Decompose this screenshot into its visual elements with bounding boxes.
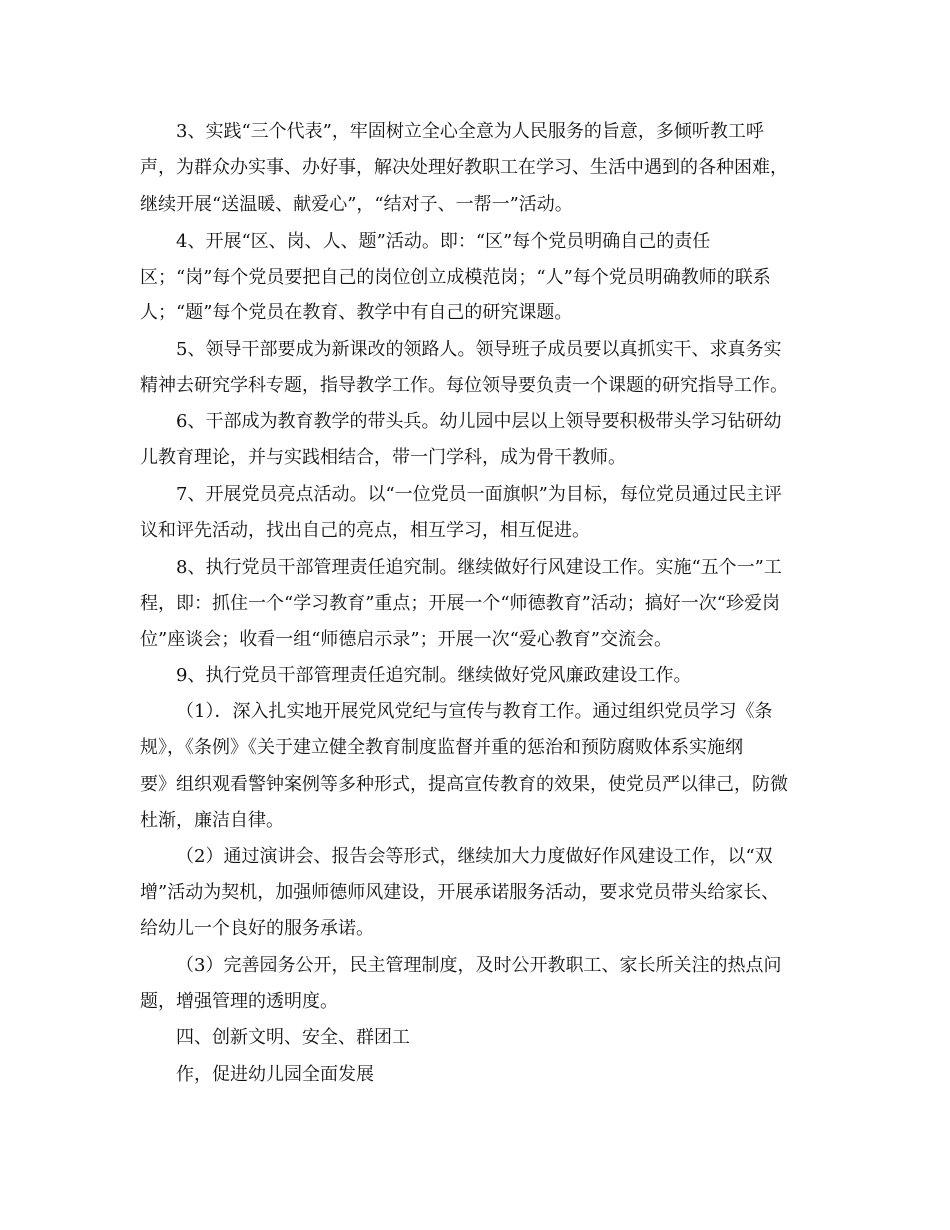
text-line: 程，即：抓住一个“学习教育”重点；开展一个“师德教育”活动；搞好一次“珍爱岗 bbox=[140, 593, 781, 614]
text-line: 5、领导干部要成为新课改的领路人。领导班子成员要以真抓实干、求真务实 bbox=[176, 339, 782, 360]
text-line: 题，增强管理的透明度。 bbox=[140, 991, 338, 1012]
section-heading: 四、创新文明、安全、群团工 bbox=[176, 1027, 410, 1048]
text-line: （3）完善园务公开，民主管理制度，及时公开教职工、家长所关注的热点问 bbox=[176, 955, 782, 976]
text-line: 规》，《条例》《关于建立健全教育制度监督并重的惩治和预防腐败体系实施纲 bbox=[140, 737, 743, 758]
text-line: 6、干部成为教育教学的带头兵。幼儿园中层以上领导要积极带头学习钻研幼 bbox=[176, 411, 782, 432]
text-line: 3、实践“三个代表”，牢固树立全心全意为人民服务的旨意，多倾听教工呼 bbox=[176, 121, 764, 142]
text-line: 议和评先活动，找出自己的亮点，相互学习，相互促进。 bbox=[140, 520, 590, 541]
text-line: 4、开展“区、岗、人、题”活动。即：“区”每个党员明确自己的责任 bbox=[176, 231, 711, 252]
text-line: 继续开展“送温暖、献爱心”，“结对子、一帮一”活动。 bbox=[140, 194, 573, 215]
text-line: 人；“题”每个党员在教育、教学中有自己的研究课题。 bbox=[140, 302, 573, 323]
text-line: 8、执行党员干部管理责任追究制。继续做好行风建设工作。实施“五个一”工 bbox=[176, 557, 782, 578]
section-heading: 作，促进幼儿园全面发展 bbox=[176, 1064, 374, 1085]
text-line: 要》组织观看警钟案例等多种形式，提高宣传教育的效果，使党员严以律己，防微 bbox=[140, 774, 788, 795]
text-line: 7、开展党员亮点活动。以“一位党员一面旗帜”为目标，每位党员通过民主评 bbox=[176, 484, 782, 505]
text-line: （1）．深入扎实地开展党风党纪与宣传与教育工作。通过组织党员学习《条 bbox=[176, 701, 773, 722]
text-line: 给幼儿一个良好的服务承诺。 bbox=[140, 918, 374, 939]
text-line: （2）通过演讲会、报告会等形式，继续加大力度做好作风建设工作，以“双 bbox=[176, 846, 773, 867]
text-line: 声，为群众办实事、办好事，解决处理好教职工在学习、生活中遇到的各种困难， bbox=[140, 157, 788, 178]
text-line: 位”座谈会；收看一组“师德启示录”；开展一次“爱心教育”交流会。 bbox=[140, 629, 673, 650]
text-line: 儿教育理论，并与实践相结合，带一门学科，成为骨干教师。 bbox=[140, 447, 626, 468]
text-line: 9、执行党员干部管理责任追究制。继续做好党风廉政建设工作。 bbox=[176, 665, 692, 686]
text-line: 增”活动为契机，加强师德师风建设，开展承诺服务活动，要求党员带头给家长、 bbox=[140, 882, 780, 903]
text-line: 杜渐，廉洁自律。 bbox=[140, 810, 284, 831]
text-line: 区；“岗”每个党员要把自己的岗位创立成模范岗；“人”每个党员明确教师的联系 bbox=[140, 267, 771, 288]
text-line: 精神去研究学科专题，指导教学工作。每位领导要负责一个课题的研究指导工作。 bbox=[140, 375, 788, 396]
